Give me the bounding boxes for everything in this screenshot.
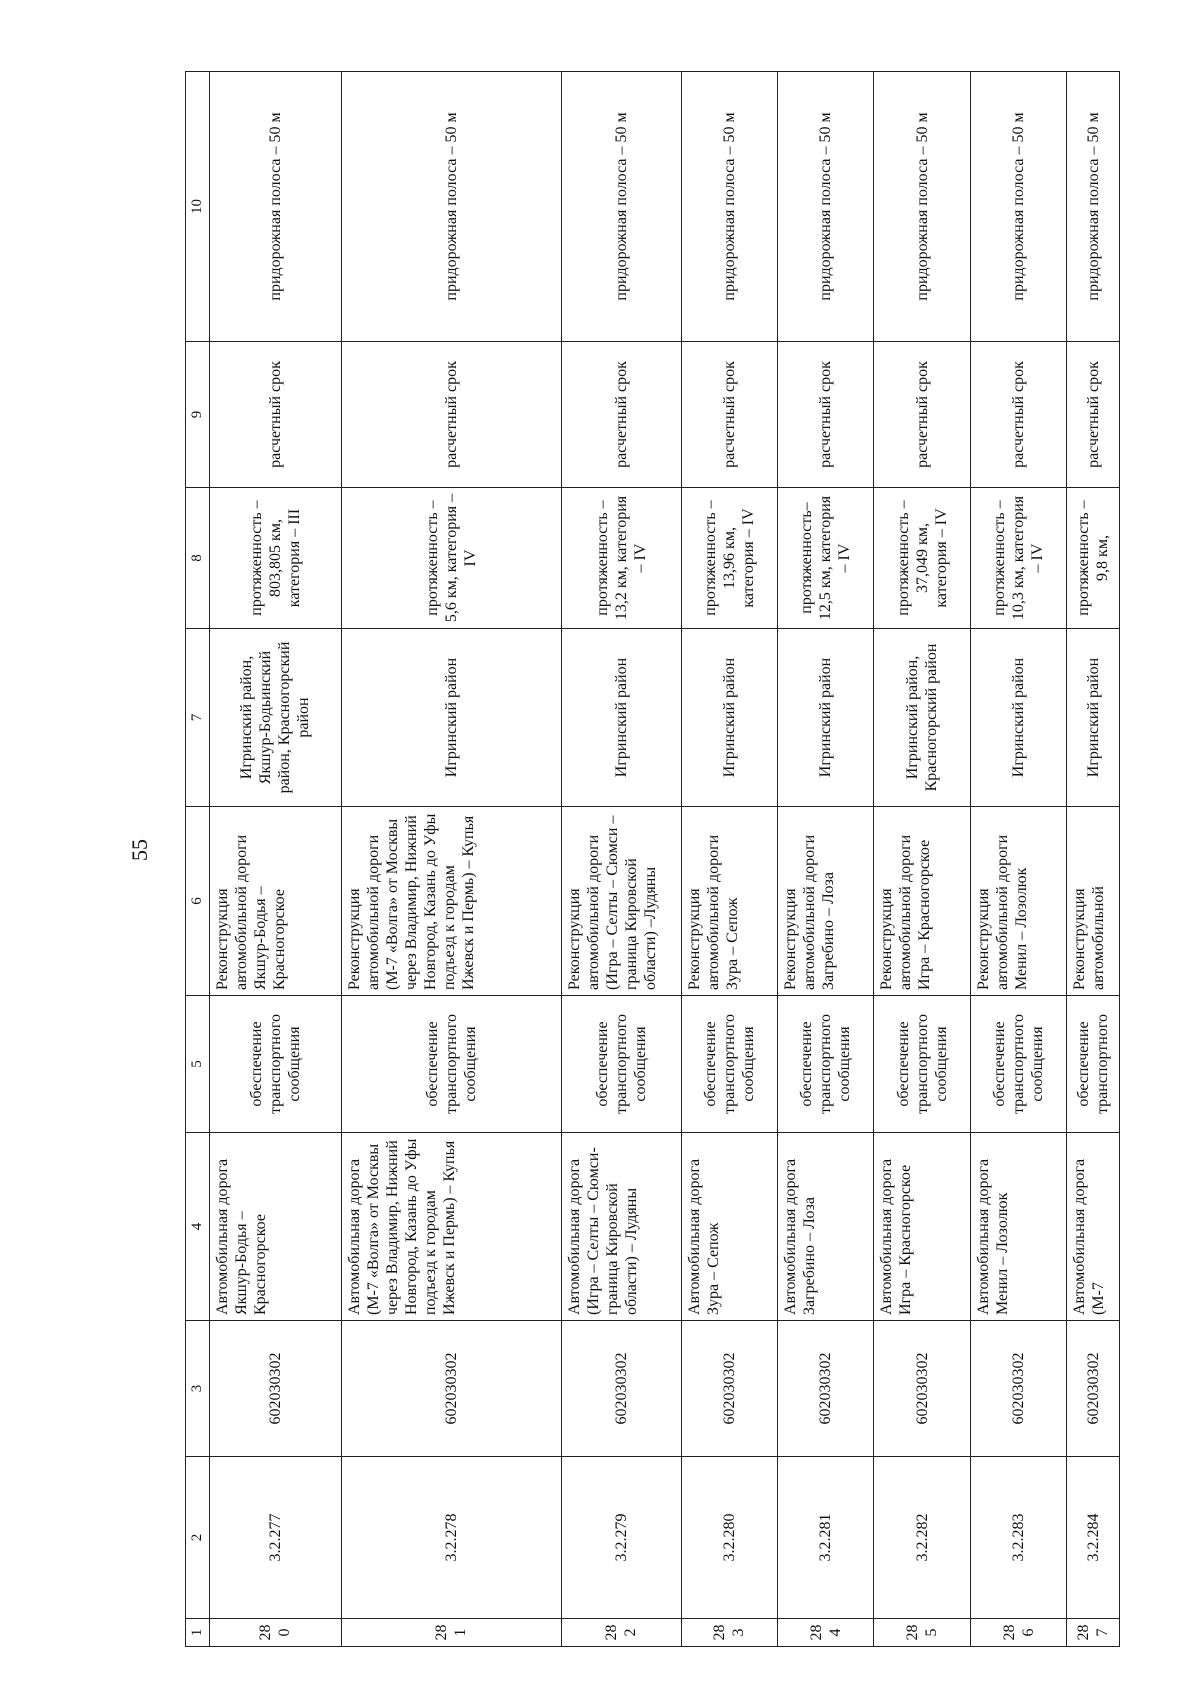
row-location: Игринский район [970,629,1066,807]
row-object-name: Автомобильная дорога (Игра – Селты – Сюмси-граница Кировской области) – Лудяны [561,1133,681,1321]
row-location: Игринский район [777,629,873,807]
row-event: Реконструкция автомобильной дороги Зура – Сепож [681,807,777,996]
table-row [1067,72,1120,1647]
row-event: Реконструкция автомобильной дороги (Игра – Селты – Сюмси – граница Кировской области) –Лудяны [561,807,681,996]
row-purpose: обеспечение транспортного сообщения [970,996,1066,1133]
row-number: 281 [341,1619,561,1647]
row-purpose: обеспечение транспортного сообщения [681,996,777,1133]
row-code: 3.2.277 [209,1457,341,1619]
row-characteristics: протяженность – 13,96 км, категория – IV [681,488,777,629]
row-term: расчетный срок [209,342,341,488]
row-purpose: обеспечение транспортного сообщения [874,996,970,1133]
row-code: 3.2.280 [681,1457,777,1619]
row-okato-code: 602030302 [561,1321,681,1457]
column-header: 7 [186,629,210,807]
row-purpose: обеспечение транспортного сообщения [561,996,681,1133]
column-header: 10 [186,72,210,342]
row-number: 286 [970,1619,1066,1647]
row-okato-code: 602030302 [209,1321,341,1457]
row-code: 3.2.282 [874,1457,970,1619]
row-term: расчетный срок [874,342,970,488]
row-okato-code: 602030302 [874,1321,970,1457]
row-purpose: обеспечение транспортного сообщения [209,996,341,1133]
column-header: 8 [186,488,210,629]
row-location: Игринский район, Якшур-Бодьинский район, Красногорский район [209,629,341,807]
row-zone: придорожная полоса – 50 м [341,72,561,342]
row-okato-code: 602030302 [681,1321,777,1457]
row-zone: придорожная полоса – 50 м [874,72,970,342]
row-okato-code: 602030302 [1067,1321,1120,1457]
register-table-frame [185,72,1120,1647]
row-location: Игринский район [561,629,681,807]
row-zone: придорожная полоса – 50 м [209,72,341,342]
header-row [186,72,210,1647]
row-location: Игринский район [341,629,561,807]
table-row [681,72,777,1647]
table-row [970,72,1066,1647]
row-zone: придорожная полоса – 50 м [970,72,1066,342]
row-object-name: Автомобильная дорога Зура – Сепож [681,1133,777,1321]
table-row [341,72,561,1647]
row-object-name: Автомобильная дорога (М-7 [1067,1133,1120,1321]
row-characteristics: протяженность – 803,805 км, категория – III [209,488,341,629]
row-number: 285 [874,1619,970,1647]
column-header: 2 [186,1457,210,1619]
column-header: 3 [186,1321,210,1457]
row-purpose: обеспечение транспортного сообщения [777,996,873,1133]
row-zone: придорожная полоса – 50 м [1067,72,1120,342]
row-event: Реконструкция автомобильной дороги Якшур-Бодья – Красногорское [209,807,341,996]
row-okato-code: 602030302 [777,1321,873,1457]
row-characteristics: протяженность – 13,2 км, категория – IV [561,488,681,629]
row-code: 3.2.279 [561,1457,681,1619]
row-zone: придорожная полоса – 50 м [777,72,873,342]
column-header: 5 [186,996,210,1133]
row-zone: придорожная полоса – 50 м [681,72,777,342]
row-okato-code: 602030302 [970,1321,1066,1457]
row-characteristics: протяженность– 12,5 км, категория – IV [777,488,873,629]
row-okato-code: 602030302 [341,1321,561,1457]
row-code: 3.2.281 [777,1457,873,1619]
row-characteristics: протяженность – 37,049 км, категория – IV [874,488,970,629]
register-table [185,71,1120,1647]
table-row [561,72,681,1647]
row-location: Игринский район, Красногорский район [874,629,970,807]
column-header: 6 [186,807,210,996]
register-table-rotated [185,72,1120,1647]
column-header: 9 [186,342,210,488]
row-characteristics: протяженность – 5,6 км, категория – IV [341,488,561,629]
row-term: расчетный срок [561,342,681,488]
column-header: 1 [186,1619,210,1647]
row-term: расчетный срок [970,342,1066,488]
row-purpose: обеспечение транспортного сообщения [341,996,561,1133]
row-characteristics: протяженность – 10,3 км, категория – IV [970,488,1066,629]
row-location: Игринский район [1067,629,1120,807]
table-row [777,72,873,1647]
page-number [125,820,155,880]
row-zone: придорожная полоса – 50 м [561,72,681,342]
row-term: расчетный срок [1067,342,1120,488]
row-purpose: обеспечение транспортного [1067,996,1120,1133]
page-number-text: 55 [127,839,152,861]
row-term: расчетный срок [681,342,777,488]
row-event: Реконструкция автомобильной дороги Менил – Лозолюк [970,807,1066,996]
row-object-name: Автомобильная дорога Игра – Красногорское [874,1133,970,1321]
row-number: 287 [1067,1619,1120,1647]
row-number: 284 [777,1619,873,1647]
row-number: 283 [681,1619,777,1647]
row-event: Реконструкция автомобильной дороги Загребино – Лоза [777,807,873,996]
row-code: 3.2.284 [1067,1457,1120,1619]
row-object-name: Автомобильная дорога Якшур-Бодья – Красногорское [209,1133,341,1321]
table-row [874,72,970,1647]
row-characteristics: протяженность – 9,8 км, [1067,488,1120,629]
row-event: Реконструкция автомобильной дороги (М-7 «Волга» от Москвы через Владимир, Нижний Новгород, Казань до Уфы подъезд к городам Ижевск и Пермь) – Купья [341,807,561,996]
row-object-name: Автомобильная дорога Загребино – Лоза [777,1133,873,1321]
row-term: расчетный срок [777,342,873,488]
column-header: 4 [186,1133,210,1321]
row-object-name: Автомобильная дорога (М-7 «Волга» от Москвы через Владимир, Нижний Новгород, Казань до Уфы подъезд к городам Ижевск и Пермь) – Купья [341,1133,561,1321]
row-number: 282 [561,1619,681,1647]
row-event: Реконструкция автомобильной [1067,807,1120,996]
row-location: Игринский район [681,629,777,807]
row-number: 280 [209,1619,341,1647]
row-event: Реконструкция автомобильной дороги Игра – Красногорское [874,807,970,996]
table-row [209,72,341,1647]
row-code: 3.2.283 [970,1457,1066,1619]
row-term: расчетный срок [341,342,561,488]
row-object-name: Автомобильная дорога Менил – Лозолюк [970,1133,1066,1321]
row-code: 3.2.278 [341,1457,561,1619]
